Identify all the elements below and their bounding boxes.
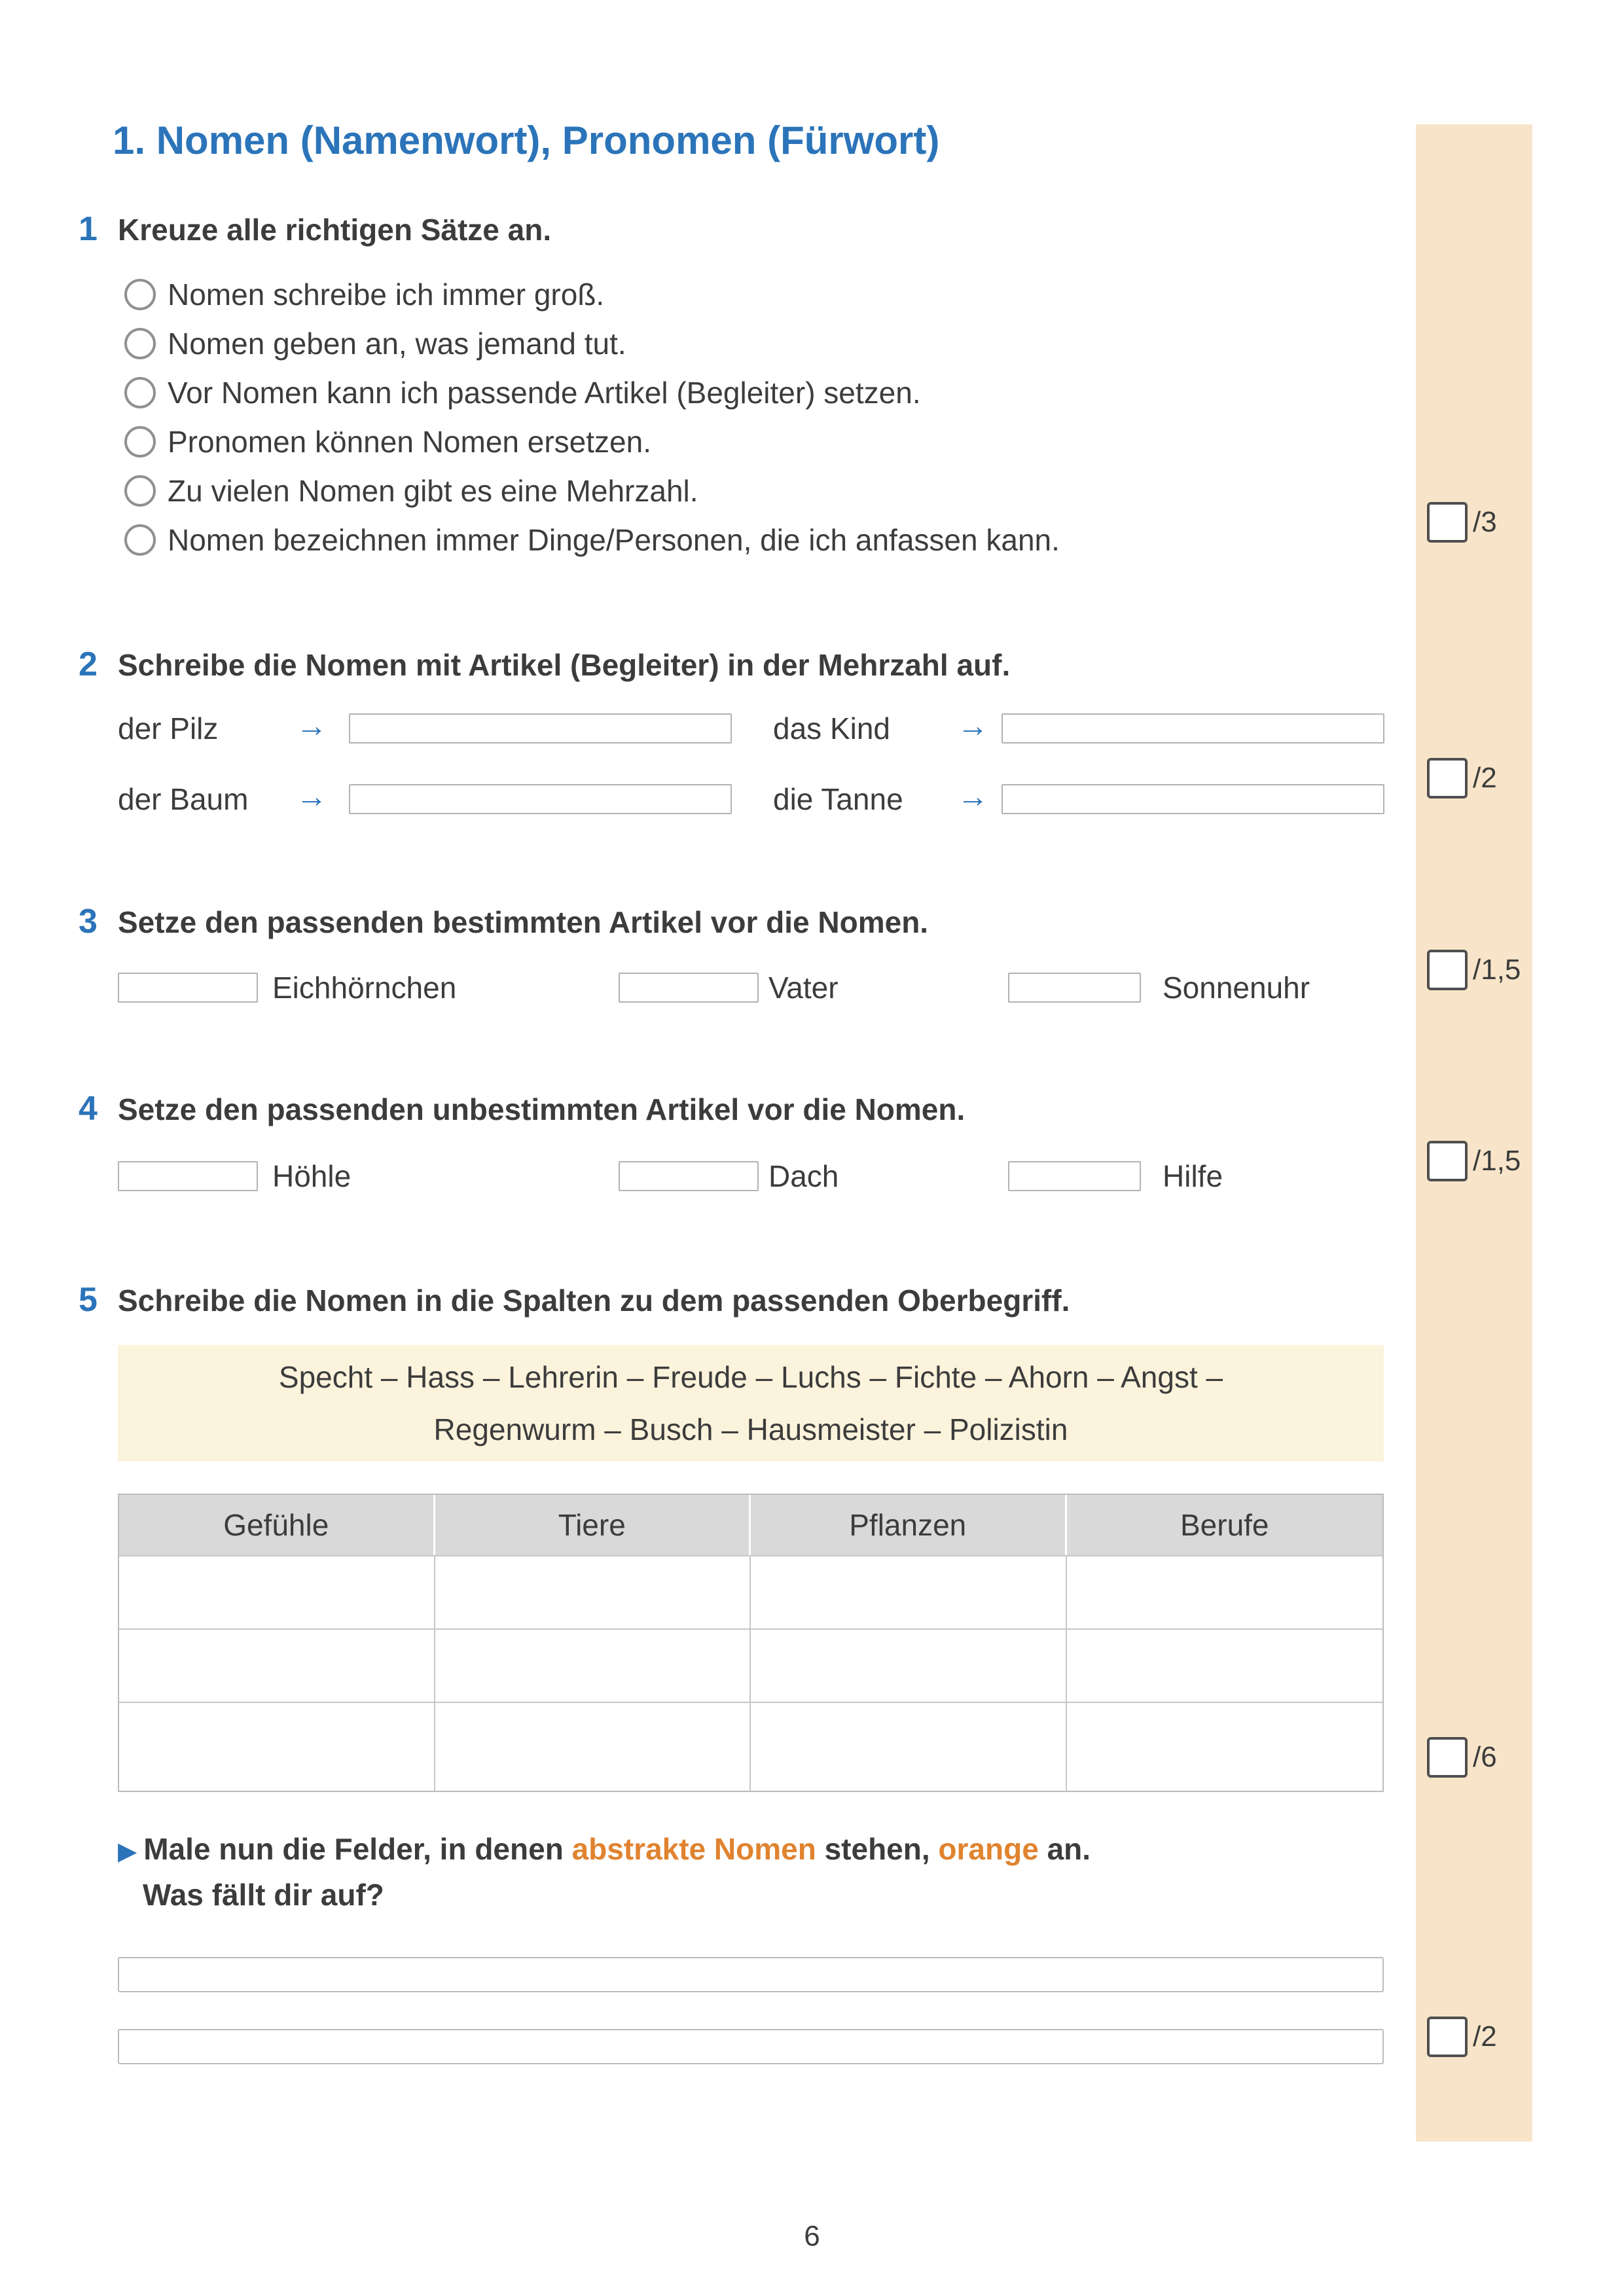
followup-instruction (118, 1831, 1091, 1867)
option-row (124, 417, 1060, 466)
followup-text-2: stehen, (816, 1832, 939, 1866)
option-circle[interactable] (124, 328, 156, 359)
article-answer-field[interactable] (118, 1161, 258, 1191)
table-cell[interactable] (1067, 1628, 1383, 1702)
score-item-6 (1427, 2017, 1497, 2057)
score-label: /1,5 (1473, 1145, 1521, 1177)
exercise4-number: 4 (79, 1090, 98, 1128)
noun-label: Hilfe (1163, 1159, 1223, 1193)
exercise3-prompt: Setze den passenden bestimmten Artikel vor die Nomen. (118, 905, 929, 939)
score-item-5 (1427, 1737, 1497, 1778)
exercise1-number: 1 (79, 210, 98, 248)
noun-label: das Kind (773, 711, 891, 745)
score-item-4 (1427, 1141, 1521, 1181)
score-box[interactable] (1427, 1737, 1468, 1778)
option-row (124, 319, 1060, 368)
option-circle[interactable] (124, 426, 156, 457)
table-cell[interactable] (751, 1555, 1067, 1628)
noun-label: Eichhörnchen (272, 971, 457, 1005)
article-answer-field[interactable] (1008, 973, 1141, 1003)
noun-label: Sonnenuhr (1163, 971, 1310, 1005)
noun-label: Vater (768, 971, 839, 1005)
table-cell[interactable] (751, 1702, 1067, 1791)
exercise2-rows (118, 706, 1388, 856)
score-label: /2 (1473, 762, 1497, 794)
table-header-pflanzen: Pflanzen (751, 1495, 1067, 1555)
table-cell[interactable] (1067, 1702, 1383, 1791)
table-cell[interactable] (1067, 1555, 1383, 1628)
followup-text-1: Male nun die Felder, in denen (143, 1832, 572, 1866)
plural-answer-field[interactable] (349, 713, 732, 744)
exercise3-number: 3 (79, 903, 98, 941)
plural-answer-field[interactable] (349, 784, 732, 814)
category-table (118, 1494, 1384, 1792)
option-circle[interactable] (124, 377, 156, 408)
table-cell[interactable] (751, 1628, 1067, 1702)
exercise1-heading (79, 209, 551, 249)
article-answer-field[interactable] (619, 1161, 759, 1191)
exercise2-prompt: Schreibe die Nomen mit Artikel (Begleiter) in der Mehrzahl auf. (118, 648, 1011, 682)
exercise4-prompt: Setze den passenden unbestimmten Artikel vor die Nomen. (118, 1092, 965, 1126)
score-box[interactable] (1427, 758, 1468, 798)
option-row (124, 515, 1060, 564)
score-box[interactable] (1427, 950, 1468, 990)
option-label: Nomen bezeichnen immer Dinge/Personen, die ich anfassen kann. (168, 522, 1060, 557)
table-cell[interactable] (119, 1555, 435, 1628)
word-bank-line2: Regenwurm – Busch – Hausmeister – Polizistin (433, 1412, 1068, 1446)
option-label: Pronomen können Nomen ersetzen. (168, 424, 651, 459)
exercise4-heading (79, 1089, 965, 1128)
table-cell[interactable] (435, 1555, 751, 1628)
exercise4-row (118, 1157, 1388, 1203)
score-box[interactable] (1427, 502, 1468, 543)
exercise5-heading (79, 1280, 1070, 1319)
followup-text-3: an. (1038, 1832, 1091, 1866)
option-label: Vor Nomen kann ich passende Artikel (Begleiter) setzen. (168, 375, 921, 410)
score-box[interactable] (1427, 1141, 1468, 1181)
free-answer-line-1[interactable] (118, 1957, 1384, 1992)
table-cell[interactable] (435, 1702, 751, 1791)
word-bank-line1: Specht – Hass – Lehrerin – Freude – Luchs – Fichte – Ahorn – Angst – (278, 1360, 1223, 1394)
score-item-2 (1427, 758, 1497, 798)
noun-label: die Tanne (773, 782, 903, 816)
article-answer-field[interactable] (1008, 1161, 1141, 1191)
score-label: /1,5 (1473, 954, 1521, 986)
table-cell[interactable] (119, 1628, 435, 1702)
word-bank (118, 1345, 1384, 1462)
followup-highlight-2: orange (938, 1832, 1039, 1866)
arrow-icon: → (296, 709, 327, 744)
arrow-icon: → (957, 780, 988, 814)
followup-question: Was fällt dir auf? (143, 1878, 384, 1912)
noun-label: Dach (768, 1159, 839, 1193)
option-row (124, 466, 1060, 515)
exercise5-prompt: Schreibe die Nomen in die Spalten zu dem passenden Oberbegriff. (118, 1283, 1070, 1318)
arrow-icon: → (957, 709, 988, 744)
arrow-icon: → (296, 780, 327, 814)
page-number: 6 (804, 2220, 820, 2252)
option-label: Nomen schreibe ich immer groß. (168, 277, 605, 312)
table-header-gefuehle: Gefühle (119, 1495, 435, 1555)
article-answer-field[interactable] (619, 973, 759, 1003)
noun-label: der Pilz (118, 711, 219, 745)
table-header-berufe: Berufe (1067, 1495, 1383, 1555)
option-label: Zu vielen Nomen gibt es eine Mehrzahl. (168, 473, 698, 508)
free-answer-line-2[interactable] (118, 2029, 1384, 2064)
exercise1-prompt: Kreuze alle richtigen Sätze an. (118, 213, 552, 247)
score-item-3 (1427, 950, 1521, 990)
table-cell[interactable] (435, 1628, 751, 1702)
page-title: 1. Nomen (Namenwort), Pronomen (Fürwort) (113, 118, 940, 162)
score-sidebar (1416, 124, 1532, 2142)
article-answer-field[interactable] (118, 973, 258, 1003)
triangle-bullet-icon: ▶ (118, 1838, 137, 1865)
plural-answer-field[interactable] (1001, 784, 1384, 814)
option-circle[interactable] (124, 475, 156, 507)
option-circle[interactable] (124, 524, 156, 556)
score-label: /6 (1473, 1741, 1497, 1773)
exercise5-number: 5 (79, 1281, 98, 1319)
option-row (124, 270, 1060, 319)
score-label: /2 (1473, 2020, 1497, 2053)
exercise2-number: 2 (79, 645, 98, 683)
score-label: /3 (1473, 506, 1497, 538)
option-row (124, 368, 1060, 417)
plural-answer-field[interactable] (1001, 713, 1384, 744)
score-box[interactable] (1427, 2017, 1468, 2057)
score-item-1 (1427, 502, 1497, 543)
noun-label: Höhle (272, 1159, 352, 1193)
table-header-tiere: Tiere (435, 1495, 751, 1555)
option-label: Nomen geben an, was jemand tut. (168, 326, 626, 361)
exercise1-options (124, 270, 1060, 564)
noun-label: der Baum (118, 782, 249, 816)
option-circle[interactable] (124, 279, 156, 310)
followup-highlight-1: abstrakte Nomen (571, 1832, 816, 1866)
exercise3-row (118, 969, 1388, 1014)
exercise2-heading (79, 645, 1010, 684)
exercise3-heading (79, 902, 928, 941)
table-cell[interactable] (119, 1702, 435, 1791)
